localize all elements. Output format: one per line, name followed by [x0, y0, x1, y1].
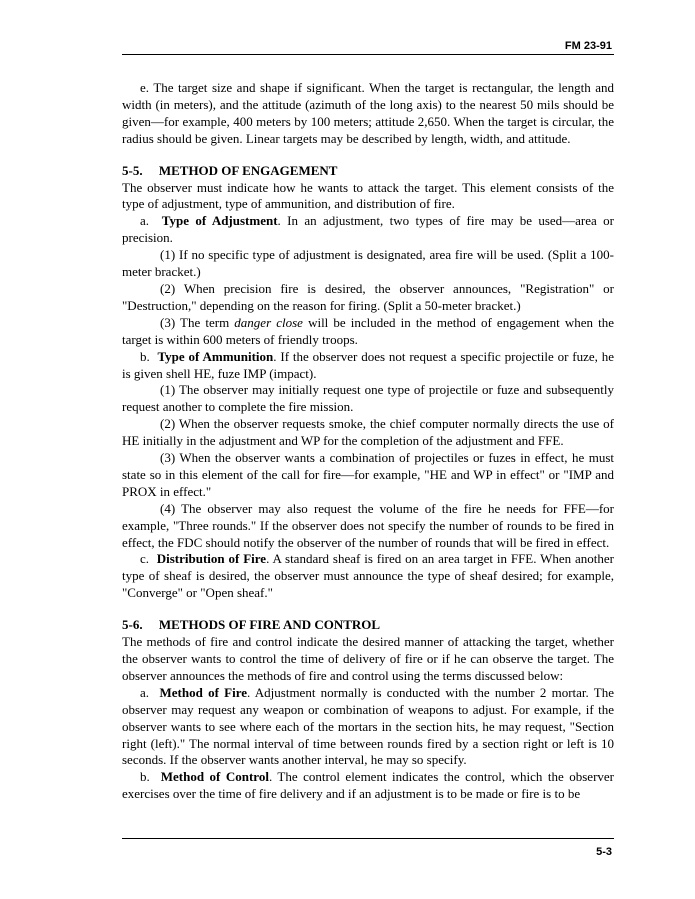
subheading-type-of-ammunition: Type of Ammunition: [157, 348, 274, 364]
paragraph-5-5-c: [122, 551, 614, 602]
item-letter: c.: [140, 551, 157, 567]
header-rule: [122, 54, 614, 55]
paragraph-text: . If the observer does not request a specific projectile or fuze, he is given shell HE, fuze IMP (impact).: [122, 348, 614, 381]
section-5-5-heading: 5-5. METHOD OF ENGAGEMENT: [122, 162, 338, 178]
paragraph-5-6-a: [122, 685, 614, 770]
item-letter: a.: [140, 213, 162, 229]
paragraph-5-5-b4: (4) The observer may also request the volume of the fire he needs for FFE—for example, "Three rounds." If the observer does not specify the number of rounds to be fired in effect, the FDC should notify the observer of the number of rounds that will be fired in effect.: [122, 500, 614, 550]
paragraph-5-6-b: [122, 769, 614, 803]
subheading-type-of-adjustment: Type of Adjustment: [161, 213, 278, 229]
paragraph-text: . The control element indicates the control, which the observer exercises over the time of fire delivery and if an adjustment is to be made or fire is to be: [122, 769, 615, 802]
paragraph-e: e. The target size and shape if significant. When the target is rectangular, the length and width (in meters), and the attitude (azimuth of the long axis) to the nearest 50 mils should be given—for example, 400 meters by 100 meters; attitude 2,650. When the target is circular, the radius should be given. Linear targets may be described by length, width, and attitude.: [122, 80, 614, 146]
paragraph-text: (3) The term: [160, 314, 235, 330]
manual-id-header: FM 23-91: [564, 40, 612, 52]
page-number: 5-3: [596, 846, 612, 858]
paragraph-text: will be included in the method of engagement when the target is within 600 meters of friendly troops.: [122, 314, 614, 347]
paragraph-5-5-b: [122, 349, 614, 383]
paragraph-5-5-b3: (3) When the observer wants a combination of projectiles or fuzes in effect, he must state so in this element of the call for fire—for example, "HE and WP in effect" or "IMP and PROX in effect.": [122, 450, 614, 499]
section-5-5-intro: The observer must indicate how he wants to attack the target. This element consists of the type of adjustment, type of ammunition, and distribution of fire.: [122, 179, 614, 212]
section-5-6-intro: The methods of fire and control indicate the desired manner of attacking the target, whether the observer wants to control the time of delivery of fire or if he can observe the target. The observer announces the methods of fire and control using the terms discussed below:: [122, 634, 614, 683]
paragraph-5-5-a2: (2) When precision fire is desired, the observer announces, "Registration" or "Destruction," depending on the reason for firing. (Split a 50-meter bracket.): [122, 280, 614, 313]
paragraph-5-5-a3: [122, 315, 614, 349]
subheading-distribution-of-fire: Distribution of Fire: [156, 551, 267, 567]
paragraph-5-5-a1: (1) If no specific type of adjustment is designated, area fire will be used. (Split a 100-meter bracket.): [122, 247, 614, 280]
term-danger-close: danger close: [234, 314, 303, 330]
subheading-method-of-fire: Method of Fire: [159, 684, 247, 700]
paragraph-text: . In an adjustment, two types of fire may be used—area or precision.: [122, 213, 614, 246]
paragraph-5-5-a: [122, 213, 614, 247]
footer-rule: [122, 838, 614, 839]
item-letter: b.: [140, 769, 161, 785]
paragraph-text: . A standard sheaf is fired on an area target in FFE. When another type of sheaf is desired, the observer must announce the type of sheaf desired; for example, "Converge" or "Open sheaf.": [122, 551, 614, 601]
subheading-method-of-control: Method of Control: [160, 769, 269, 785]
item-letter: a.: [140, 684, 160, 700]
item-letter: b.: [140, 348, 158, 364]
section-5-6-heading: 5-6. METHODS OF FIRE AND CONTROL: [122, 617, 381, 633]
paragraph-5-5-b2: (2) When the observer requests smoke, the chief computer normally directs the use of HE initially in the adjustment and WP for the completion of the adjustment and FFE.: [122, 416, 614, 449]
paragraph-5-5-b1: (1) The observer may initially request one type of projectile or fuze and subsequently request another to complete the fire mission.: [122, 382, 614, 415]
paragraph-text: . Adjustment normally is conducted with the number 2 mortar. The observer may request any weapon or combination of weapons to adjust. For example, if the observer wants to see where each of the mortars in the section hits, he may request, "Section right (left)." The normal interval of time between rounds fired by a section right or left is 10 seconds. If the observer wants another interval, he may so specify.: [122, 684, 614, 768]
page-body: [122, 80, 614, 803]
